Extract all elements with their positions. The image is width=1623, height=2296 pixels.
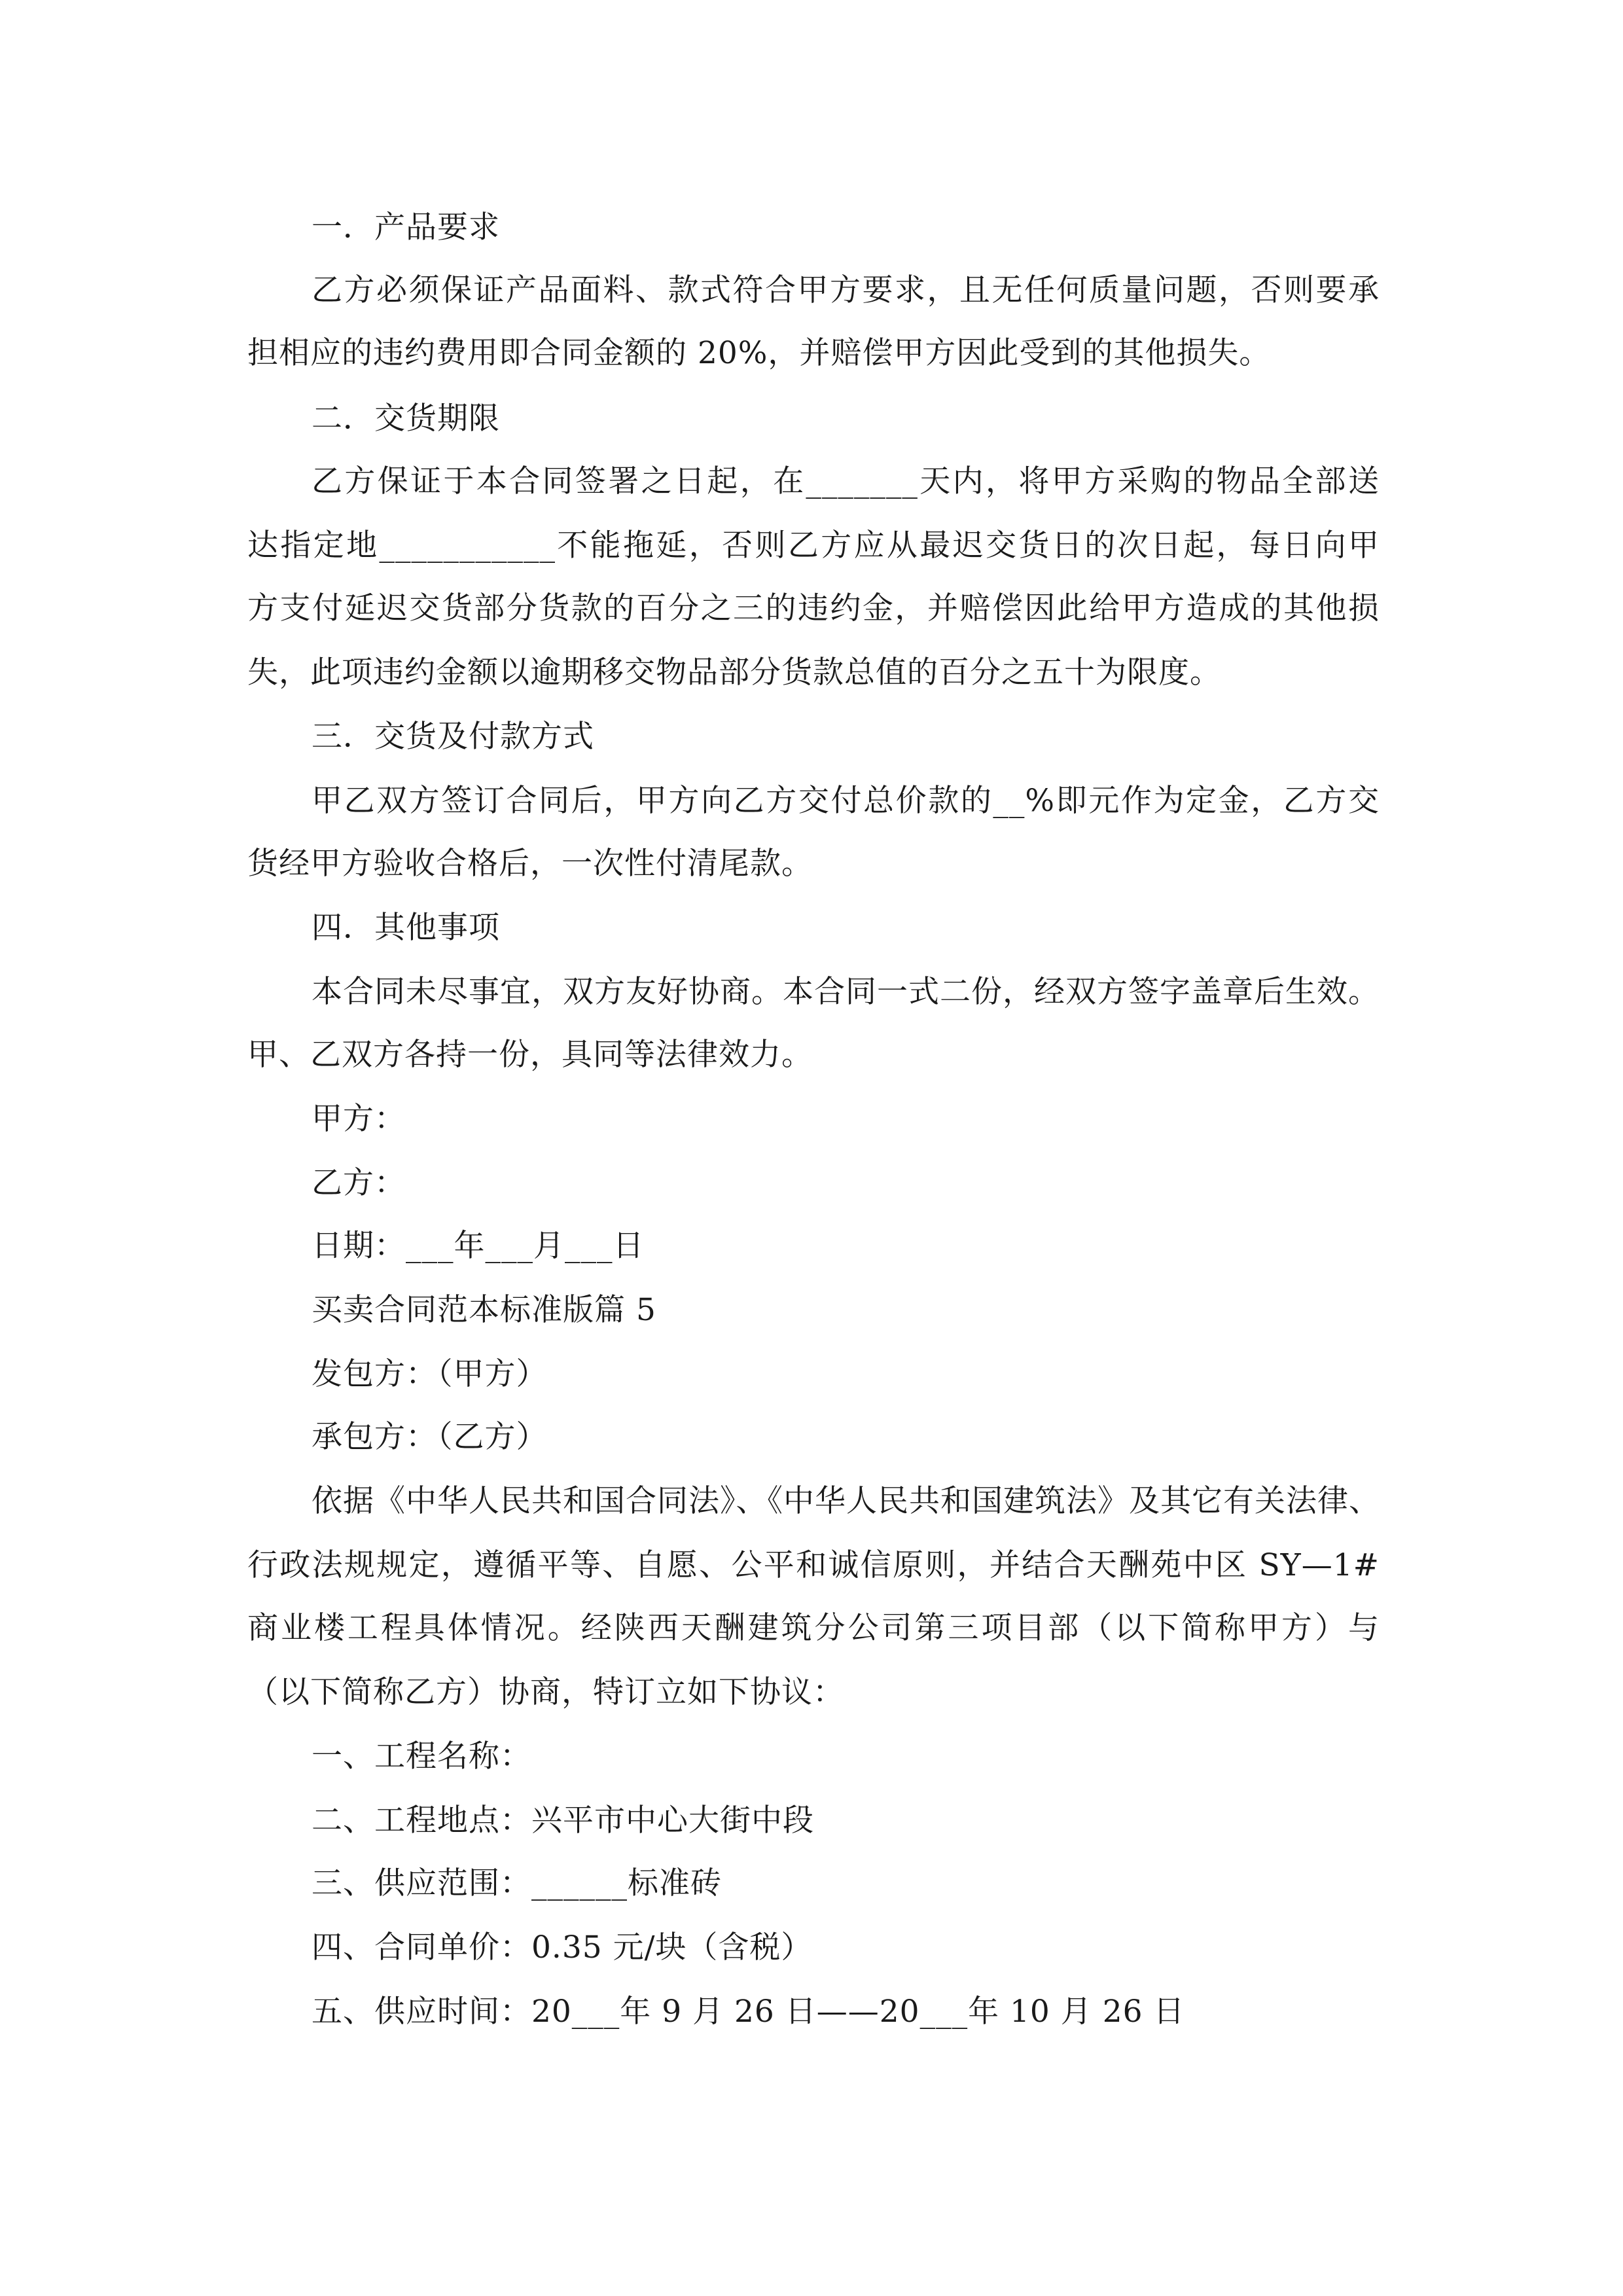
project-location-item: 二、工程地点：兴平市中心大街中段 <box>312 1803 814 1839</box>
paragraph-line: 方支付延迟交货部分货款的百分之三的违约金，并赔偿因此给甲方造成的其他损 <box>247 590 1380 626</box>
paragraph-line: 甲、乙双方各持一份，具同等法律效力。 <box>247 1037 813 1073</box>
supply-scope-item: 三、供应范围：______标准砖 <box>312 1865 722 1901</box>
section-heading-delivery-period: 二．交货期限 <box>312 401 500 437</box>
paragraph-line: 乙方必须保证产品面料、款式符合甲方要求，且无任何质量问题，否则要承 <box>312 272 1380 308</box>
paragraph-line: 失，此项违约金额以逾期移交物品部分货款总值的百分之五十为限度。 <box>247 655 1221 691</box>
paragraph-line: 担相应的违约费用即合同金额的 20%，并赔偿甲方因此受到的其他损失。 <box>247 335 1271 371</box>
section-heading-other-matters: 四．其他事项 <box>312 910 500 946</box>
paragraph-line: 行政法规规定，遵循平等、自愿、公平和诚信原则，并结合天酬苑中区 SY—1# <box>247 1547 1380 1583</box>
paragraph-line: 乙方保证于本合同签署之日起，在_______天内，将甲方采购的物品全部送 <box>312 463 1380 499</box>
paragraph-line: （以下简称乙方）协商，特订立如下协议： <box>247 1674 844 1710</box>
paragraph-line: 货经甲方验收合格后，一次性付清尾款。 <box>247 846 813 882</box>
employer-label: 发包方：（甲方） <box>312 1356 548 1392</box>
paragraph-line: 依据《中华人民共和国合同法》、《中华人民共和国建筑法》及其它有关法律、 <box>312 1483 1380 1519</box>
contract-template-title: 买卖合同范本标准版篇 5 <box>312 1292 656 1328</box>
party-a-signature-label: 甲方： <box>312 1101 406 1137</box>
date-line: 日期：___年___月___日 <box>312 1228 645 1264</box>
paragraph-line: 达指定地___________不能拖延，否则乙方应从最迟交货日的次日起，每日向甲 <box>247 528 1380 564</box>
section-heading-product-requirements: 一．产品要求 <box>312 209 500 245</box>
unit-price-item: 四、合同单价：0.35 元/块（含税） <box>312 1929 813 1965</box>
contractor-label: 承包方：（乙方） <box>312 1419 548 1455</box>
paragraph-line: 本合同未尽事宜，双方友好协商。本合同一式二份，经双方签字盖章后生效。 <box>312 974 1380 1010</box>
paragraph-line: 商业楼工程具体情况。经陕西天酬建筑分公司第三项目部（以下简称甲方）与 <box>247 1610 1380 1646</box>
section-heading-delivery-payment: 三．交货及付款方式 <box>312 719 594 755</box>
supply-time-item: 五、供应时间：20___年 9 月 26 日——20___年 10 月 26 日 <box>312 1994 1185 2030</box>
paragraph-line: 甲乙双方签订合同后，甲方向乙方交付总价款的__%即元作为定金，乙方交 <box>312 783 1380 819</box>
project-name-item: 一、工程名称： <box>312 1738 531 1774</box>
party-b-signature-label: 乙方： <box>312 1165 406 1201</box>
